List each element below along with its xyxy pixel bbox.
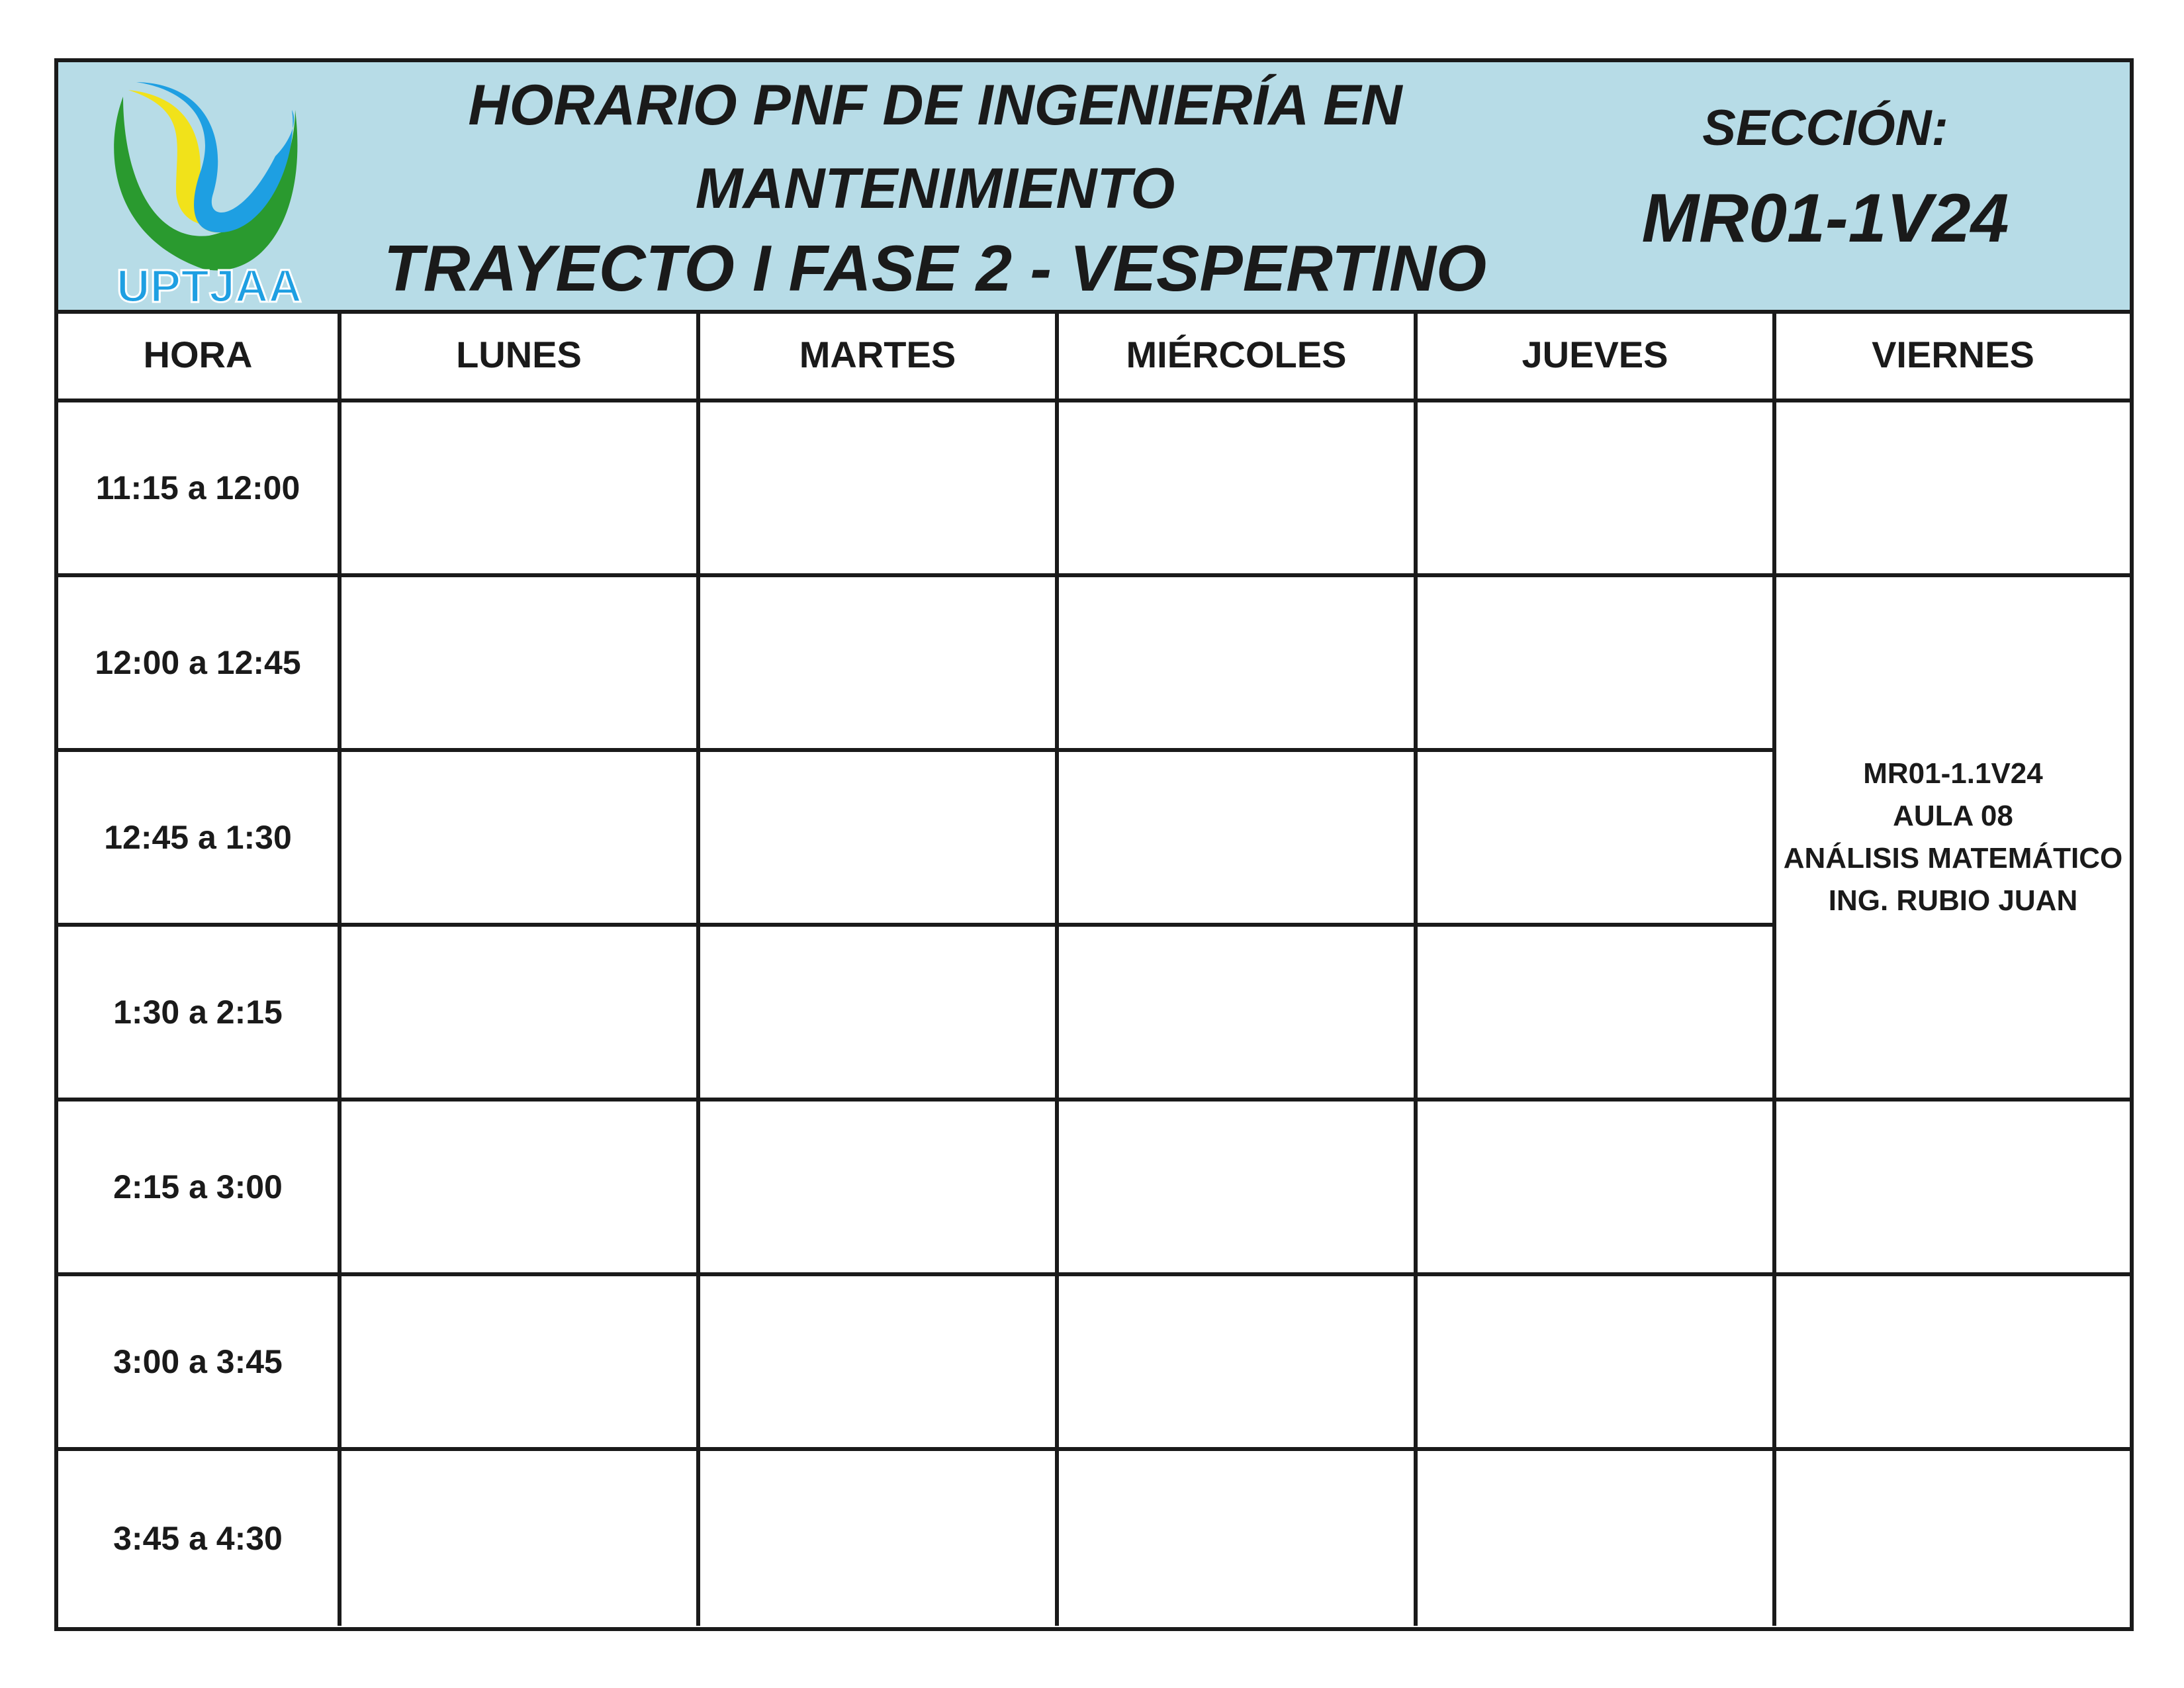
schedule-cell-jueves-3 (1418, 752, 1776, 927)
logo-text: UPTJAA (116, 260, 302, 308)
schedule-cell-jueves-6 (1418, 1276, 1776, 1451)
schedule-cell-martes-3 (700, 752, 1059, 927)
schedule-cell-miercoles-6 (1059, 1276, 1418, 1451)
schedule-sheet (54, 58, 2134, 1631)
title-line-2: MANTENIMIENTO (695, 157, 1175, 220)
schedule-cell-viernes-5 (1776, 1102, 2130, 1276)
time-slot-cell: 11:15 a 12:00 (58, 402, 341, 577)
section-code: MR01-1V24 (1641, 180, 2009, 257)
time-slot-cell: 3:45 a 4:30 (58, 1451, 341, 1626)
time-slot-cell: 2:15 a 3:00 (58, 1102, 341, 1276)
schedule-cell-lunes-6 (341, 1276, 700, 1451)
header-banner (58, 62, 2130, 314)
time-slot-cell: 1:30 a 2:15 (58, 927, 341, 1102)
schedule-cell-jueves-7 (1418, 1451, 1776, 1626)
time-slot-cell: 3:00 a 3:45 (58, 1276, 341, 1451)
column-header-hora: HORA (58, 310, 341, 402)
schedule-cell-miercoles-2 (1059, 577, 1418, 752)
schedule-cell-martes-5 (700, 1102, 1059, 1276)
title-line-1: HORARIO PNF DE INGENIERÍA EN (468, 73, 1402, 137)
class-section-code: MR01-1.1V24 (1863, 757, 2043, 790)
schedule-cell-lunes-2 (341, 577, 700, 752)
schedule-cell-jueves-4 (1418, 927, 1776, 1102)
time-slot-cell: 12:45 a 1:30 (58, 752, 341, 927)
schedule-cell-miercoles-1 (1059, 402, 1418, 577)
column-header-martes: MARTES (700, 310, 1059, 402)
schedule-cell-lunes-7 (341, 1451, 700, 1626)
class-subject: ANÁLISIS MATEMÁTICO (1783, 842, 2123, 874)
schedule-cell-miercoles-7 (1059, 1451, 1418, 1626)
section-block (1541, 62, 2110, 310)
schedule-cell-jueves-5 (1418, 1102, 1776, 1276)
schedule-cell-viernes-6 (1776, 1276, 2130, 1451)
time-slot-cell: 12:00 a 12:45 (58, 577, 341, 752)
schedule-cell-miercoles-4 (1059, 927, 1418, 1102)
schedule-cell-martes-6 (700, 1276, 1059, 1451)
schedule-cell-martes-2 (700, 577, 1059, 752)
schedule-cell-lunes-4 (341, 927, 700, 1102)
schedule-cell-jueves-1 (1418, 402, 1776, 577)
schedule-cell-jueves-2 (1418, 577, 1776, 752)
schedule-cell-lunes-3 (341, 752, 700, 927)
schedule-cell-miercoles-3 (1059, 752, 1418, 927)
schedule-cell-martes-4 (700, 927, 1059, 1102)
title-line-3: TRAYECTO I FASE 2 - VESPERTINO (383, 232, 1487, 305)
schedule-cell-lunes-1 (341, 402, 700, 577)
column-header-lunes: LUNES (341, 310, 700, 402)
class-block-viernes (1776, 577, 2130, 1102)
section-label: SECCIÓN: (1702, 100, 1948, 156)
uptjaa-logo (97, 70, 322, 308)
schedule-cell-viernes-7 (1776, 1451, 2130, 1626)
class-room: AULA 08 (1893, 800, 2013, 832)
title-block (349, 62, 1521, 310)
column-header-miercoles: MIÉRCOLES (1059, 310, 1418, 402)
schedule-grid (58, 310, 2130, 1627)
schedule-cell-lunes-5 (341, 1102, 700, 1276)
schedule-cell-martes-7 (700, 1451, 1059, 1626)
class-info (1784, 753, 2123, 922)
schedule-cell-martes-1 (700, 402, 1059, 577)
class-teacher: ING. RUBIO JUAN (1828, 884, 2078, 917)
schedule-cell-miercoles-5 (1059, 1102, 1418, 1276)
schedule-cell-viernes-1 (1776, 402, 2130, 577)
column-header-jueves: JUEVES (1418, 310, 1776, 402)
column-header-viernes: VIERNES (1776, 310, 2130, 402)
